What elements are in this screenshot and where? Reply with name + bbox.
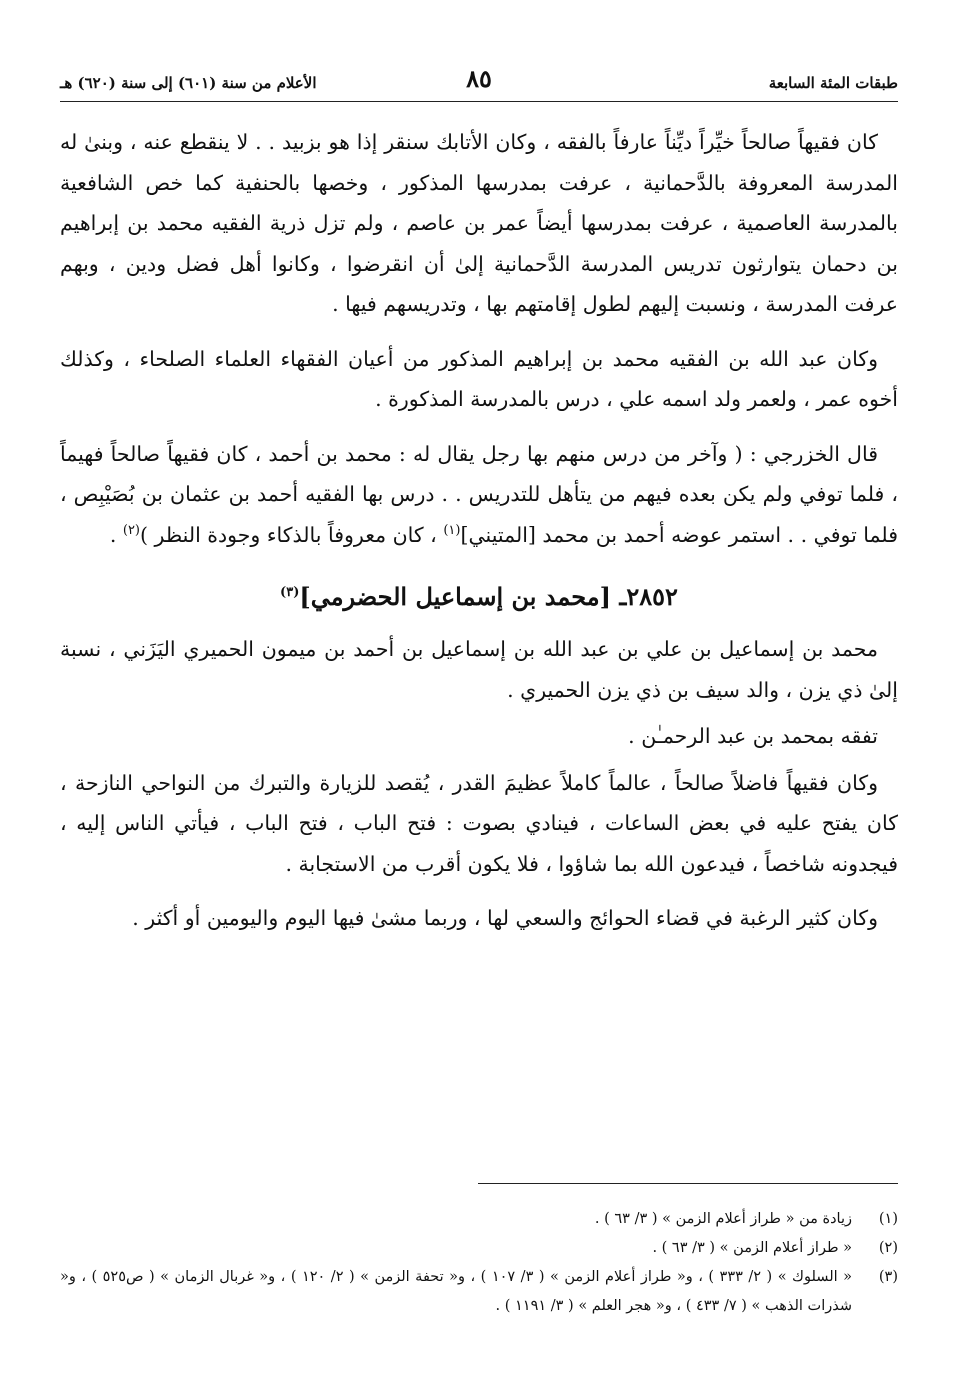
paragraph: كان فقيهاً صالحاً خيِّراً ديِّناً عارفاً بالفقه ، وكان الأتابك سنقر إذا هو بزبيد . . لا ينقطع عنه ، وبنىٰ له المدرسة المعروفة بالدَّحمانية ، عرفت بمدرسها المذكور ، وخصها بالحنفية كما خص الشافعية بالمدرسة العاصمية ، عرفت بمدرسها أيضاً عمر بن عاصم ، ولم تزل ذرية الفقيه محمد بن إبراهيم بن دحمان يتوارثون تدريس المدرسة الدَّحمانية إلىٰ أن انقرضوا ، وكانوا أهل فضل ودين ، وبهم عرفت المدرسة ، ونسبت إليهم لطول إقامتهم بها ، وتدريسهم فيها .: [60, 130, 898, 316]
paragraph: وكان عبد الله بن الفقيه محمد بن إبراهيم المذكور من أعيان الفقهاء العلماء الصلحاء ، وكذلك أخوه عمر ، ولعمر ولد اسمه علي ، درس بالمدرسة المذكورة .: [60, 346, 898, 411]
quote-text: .: [109, 522, 123, 547]
paragraph: وكان كثير الرغبة في قضاء الحوائج والسعي لها ، وربما مشىٰ فيها اليوم واليومين أو أكثر .: [132, 906, 878, 930]
footnote: [60, 1205, 898, 1234]
footnote-ref-3: (٣): [280, 585, 300, 600]
running-header: [60, 66, 898, 100]
footnote-text: « السلوك » ( ٢/ ٣٣٣ ) ، و« طراز أعلام الزمن » ( ٣/ ١٠٧ ) ، و« تحفة الزمن » ( ٢/ ١٢٠ ) ، و« غربال الزمان » ( ص٥٢٥ ) ، و« شذرات الذهب » ( ٧/ ٤٣٣ ) ، و« هجر العلم » ( ٣/ ١١٩١ ) .: [60, 1269, 853, 1314]
footnote-ref-1: (١): [443, 522, 461, 538]
footnote-number: (٢): [878, 1240, 898, 1256]
footnote: [60, 1234, 898, 1263]
khazraji-quote-paragraph: [60, 434, 898, 556]
header-section-title: طبقات المئة السابعة: [768, 74, 898, 92]
footnote: [60, 1263, 898, 1321]
footnote-number: (١): [878, 1211, 898, 1227]
footnote-number: (٣): [878, 1269, 898, 1285]
footnote-rule: [478, 1183, 898, 1184]
paragraph: تفقه بمحمد بن عبد الرحمـٰن .: [628, 724, 878, 748]
main-text: [60, 122, 898, 953]
footnote-ref-2: (٢): [122, 522, 140, 538]
paragraph: وكان فقيهاً فاضلاً صالحاً ، عالماً كاملاً عظيمَ القدر ، يُقصد للزيارة والتبرك من النواحي النازحة ، كان يفتح عليه في بعض الساعات ، فينادي بصوت : فتح الباب ، فتح الباب ، فيأتي الناس إليه ، فيجدونه شاخصاً ، فيدعون الله بما شاؤوا ، فلا يكون أقرب من الاستجابة .: [60, 770, 898, 876]
quote-text: قال الخزرجي : ( وآخر من درس منهم بها رجل يقال له : محمد بن أحمد ، كان فقيهاً صالحاً فهيماً ، فلما توفي ولم يكن بعده فيهم من يتأهل للتدريس . . درس بها الفقيه أحمد بن عثمان بن بُصَيْبِص ، فلما توفي . . استمر عوضه أحمد بن محمد [المتيني]: [60, 441, 898, 547]
header-rule: [60, 101, 898, 102]
paragraph: محمد بن إسماعيل بن علي بن عبد الله بن إسماعيل بن أحمد بن ميمون الحميري اليَزَني ، نسبة إلىٰ ذي يزن ، والد سيف بن ذي يزن الحميري .: [60, 637, 898, 702]
header-period-title: الأعلام من سنة (٦٠١) إلى سنة (٦٢٠) هـ: [60, 74, 317, 92]
footnote-text: زيادة من « طراز أعلام الزمن » ( ٣/ ٦٣ ) .: [594, 1211, 852, 1227]
footnote-text: « طراز أعلام الزمن » ( ٣/ ٦٣ ) .: [652, 1240, 852, 1256]
entry-heading-text: ٢٨٥٢ـ [محمد بن إسماعيل الحضرمي]: [299, 582, 678, 611]
quote-text: ، كان معروفاً بالذكاء وجودة النظر ): [140, 522, 444, 547]
entry-heading: [60, 577, 898, 617]
footnotes: [60, 1205, 898, 1321]
page-number: ٨٥: [466, 64, 492, 93]
